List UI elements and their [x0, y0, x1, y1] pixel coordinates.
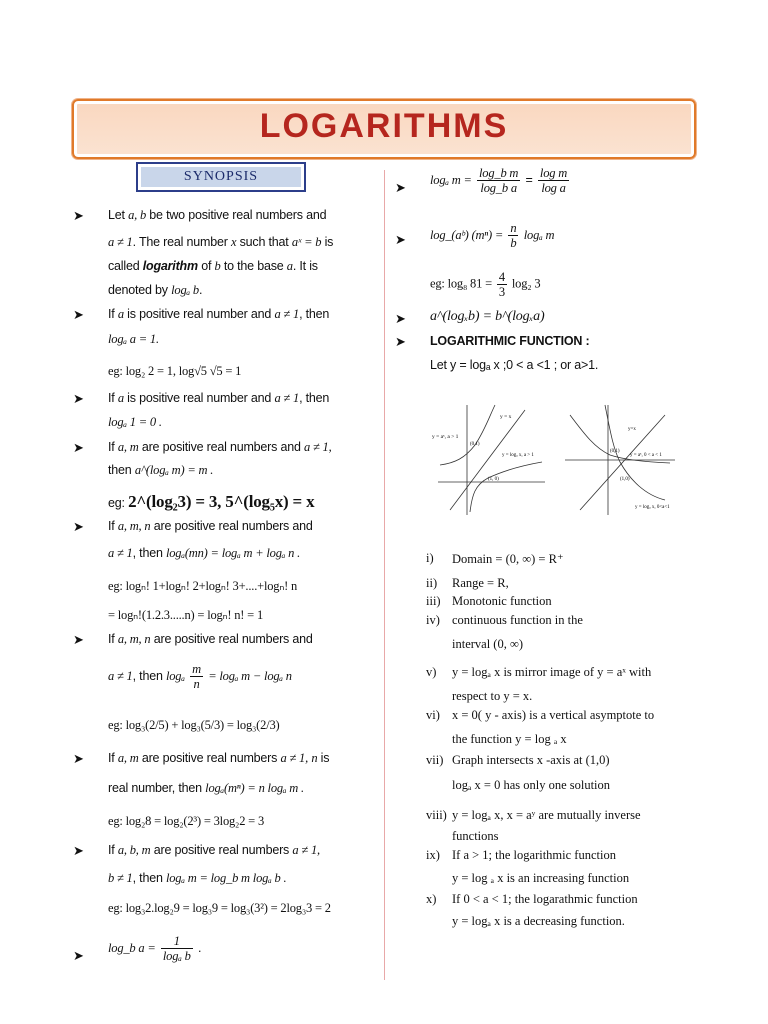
property-3-equation: then a^(logₐ m) = m .	[108, 463, 214, 477]
bullet-icon: ➤	[73, 208, 84, 223]
change-of-base-formula: logₐ m = $\frac{\text{log\_b m}}{\text{log\_b a}}$ = $\frac{\text{log m}}{\text{log a}}$	[430, 166, 568, 195]
property-5-condition: If a, m, n are positive real numbers and	[108, 632, 313, 646]
list-item: iii) Monotonic function	[426, 594, 552, 608]
column-divider	[384, 170, 385, 980]
property-6-example: eg: log₂8 = log₂(2³) = 3log₂2 = 3	[108, 814, 265, 828]
property-2-condition: If a is positive real number and a ≠ 1, then	[108, 391, 330, 405]
bullet-icon: ➤	[73, 391, 84, 406]
bullet-icon: ➤	[73, 751, 84, 766]
property-2-equation: logₐ 1 = 0 .	[108, 415, 162, 429]
svg-text:(1, 0): (1, 0)	[488, 477, 499, 482]
svg-text:(1,0): (1,0)	[620, 477, 630, 482]
power-base-formula: log_(aᵇ) (mⁿ) = $\frac{n}{b}$ logₐ m	[430, 221, 555, 250]
svg-text:y = logₐ x, a > 1: y = logₐ x, a > 1	[502, 453, 534, 458]
definition-line-1: Let a, b be two positive real numbers and	[108, 208, 327, 222]
svg-text:(0,1): (0,1)	[470, 442, 480, 447]
definition-line-3: called logarithm of b to the base a. It is	[108, 259, 318, 273]
property-5-example: eg: log₃(2/5) + log₃(5/3) = log₃(2/3)	[108, 718, 280, 732]
svg-text:y = x: y = x	[500, 414, 512, 420]
property-7-example: eg: log₃2.log₂9 = log₃9 = log₃(3²) = 2log₃3 = 2	[108, 901, 331, 915]
property-6-equation: real number, then logₐ(mⁿ) = n logₐ m .	[108, 781, 304, 795]
list-item: vi) x = 0( y - axis) is a vertical asymptote to	[426, 708, 655, 722]
title-box	[72, 99, 696, 159]
list-item: x) If 0 < a < 1; the logarathmic function	[426, 892, 638, 906]
property-4-condition: If a, m, n are positive real numbers and	[108, 519, 313, 533]
property-7-equation: b ≠ 1, then logₐ m = log_b m logₐ b .	[108, 871, 287, 885]
graph-a-greater-than-1	[438, 405, 545, 515]
property-1-condition: If a is positive real number and a ≠ 1, then	[108, 307, 330, 321]
bullet-icon: ➤	[395, 311, 406, 326]
log-function-graphs	[430, 400, 680, 518]
property-7-condition: If a, b, m are positive real numbers a ≠ 1,	[108, 843, 320, 857]
power-base-example: eg: log₈ 81 = $\frac{4}{3}$ log₂ 3	[430, 270, 541, 299]
property-1-example: eg: log₂ 2 = 1, log√5 √5 = 1	[108, 364, 242, 378]
property-4-example-2: = logₙ!(1.2.3.....n) = logₙ! n! = 1	[108, 608, 263, 622]
list-item: i) Domain = (0, ∞) = R⁺	[426, 551, 564, 566]
bullet-icon: ➤	[73, 843, 84, 858]
property-1-equation: logₐ a = 1.	[108, 332, 159, 346]
property-6-condition: If a, m are positive real numbers a ≠ 1, n is	[108, 751, 330, 765]
list-item: ii) Range = R,	[426, 576, 509, 590]
svg-text:y=x: y=x	[628, 427, 636, 432]
list-item: ix) If a > 1; the logarithmic function	[426, 848, 616, 862]
bullet-icon: ➤	[395, 232, 406, 247]
bullet-icon: ➤	[73, 948, 84, 963]
svg-text:y = aˣ, a > 1: y = aˣ, a > 1	[432, 434, 459, 440]
list-item: v) y = logₐ x is mirror image of y = aˣ with	[426, 665, 652, 679]
bullet-icon: ➤	[73, 632, 84, 647]
list-item: vii) Graph intersects x -axis at (1,0)	[426, 753, 610, 767]
bullet-icon: ➤	[73, 440, 84, 455]
bullet-icon: ➤	[395, 334, 406, 349]
bullet-icon: ➤	[395, 180, 406, 195]
property-8-equation: log_b a = $\frac{1}{\text{logₐ b}}$ .	[108, 934, 202, 963]
bullet-icon: ➤	[73, 519, 84, 534]
log-function-definition: Let y = logₐ x ;0 < a <1 ; or a>1.	[430, 358, 599, 372]
section-heading-log-function: LOGARITHMIC FUNCTION :	[430, 334, 590, 348]
property-3-condition: If a, m are positive real numbers and a ≠ 1,	[108, 440, 332, 454]
property-4-example-1: eg: logₙ! 1+logₙ! 2+logₙ! 3+....+logₙ! n	[108, 579, 298, 593]
property-4-equation: a ≠ 1, then logₐ(mn) = logₐ m + logₐ n .	[108, 546, 301, 560]
bullet-icon: ➤	[73, 307, 84, 322]
page-title: LOGARITHMS	[259, 107, 509, 145]
exponent-swap-formula: a^(logₓb) = b^(logₓa)	[430, 309, 545, 324]
definition-line-4: denoted by logₐ b.	[108, 283, 203, 297]
svg-text:y = logₐ x, 0<a<1: y = logₐ x, 0<a<1	[635, 505, 670, 510]
svg-text:y = aˣ, 0 < a < 1: y = aˣ, 0 < a < 1	[630, 453, 662, 458]
graph-a-less-than-1	[565, 405, 675, 515]
synopsis-label: SYNOPSIS	[136, 162, 306, 192]
list-item: iv) continuous function in the	[426, 613, 583, 627]
list-item: viii) y = logₐ x, x = aʸ are mutually inverse	[426, 808, 641, 822]
svg-text:(0,1): (0,1)	[610, 449, 620, 454]
definition-line-2: a ≠ 1. The real number x such that aˣ = b is	[108, 235, 334, 249]
property-3-example: eg: 2^(log₂3) = 3, 5^(log₅x) = x	[108, 492, 315, 511]
property-5-equation: a ≠ 1, then logₐ $\frac{m}{n}$ = logₐ m − logₐ n	[108, 662, 292, 691]
